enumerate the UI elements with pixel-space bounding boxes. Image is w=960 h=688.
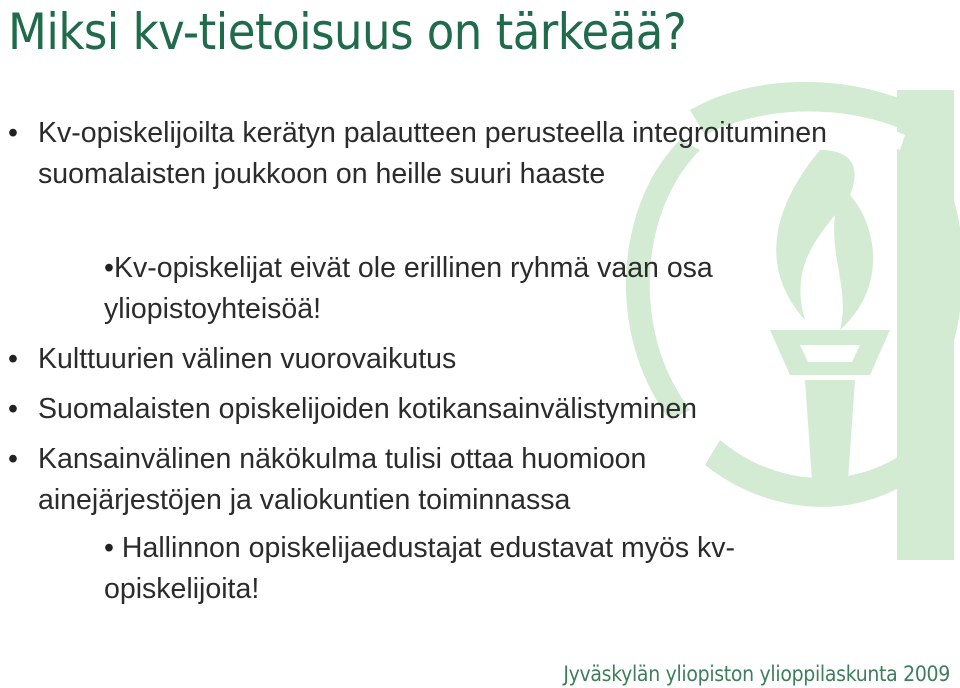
bullet-item: [8, 113, 878, 195]
bullet-marker: •: [8, 343, 18, 375]
slide-title: Miksi kv-tietoisuus on tärkeää?: [8, 3, 687, 61]
bullet-marker: •: [8, 117, 18, 149]
sub-bullet-text: Hallinnon opiskelijaedustajat edustavat myös kv-opiskelijoita!: [104, 532, 735, 605]
bullet-text: Kulttuurien välinen vuorovaikutus: [38, 343, 457, 375]
footer-credit: Jyväskylän yliopiston ylioppilaskunta 2009: [563, 662, 950, 686]
bullet-item: [8, 339, 918, 380]
bullet-item: [8, 389, 938, 430]
bullet-marker: •: [104, 532, 114, 564]
bullet-marker: •: [8, 393, 18, 425]
sub-bullet-text: Kv-opiskelijat eivät ole erillinen ryhmä vaan osa yliopistoyhteisöä!: [104, 252, 713, 325]
bullet-item: [8, 439, 798, 521]
sub-bullet-item: [104, 528, 874, 610]
bullet-marker: •: [8, 443, 18, 475]
sub-bullet-item: [104, 248, 864, 330]
bullet-text: Kansainvälinen näkökulma tulisi ottaa huomioon ainejärjestöjen ja valiokuntien toiminnassa: [38, 443, 647, 516]
bullet-text: Suomalaisten opiskelijoiden kotikansainvälistyminen: [38, 393, 698, 425]
bullet-text: Kv-opiskelijoilta kerätyn palautteen perusteella integroituminen suomalaisten joukkoon on heille suuri haaste: [38, 117, 827, 190]
bullet-marker: •: [104, 252, 114, 284]
